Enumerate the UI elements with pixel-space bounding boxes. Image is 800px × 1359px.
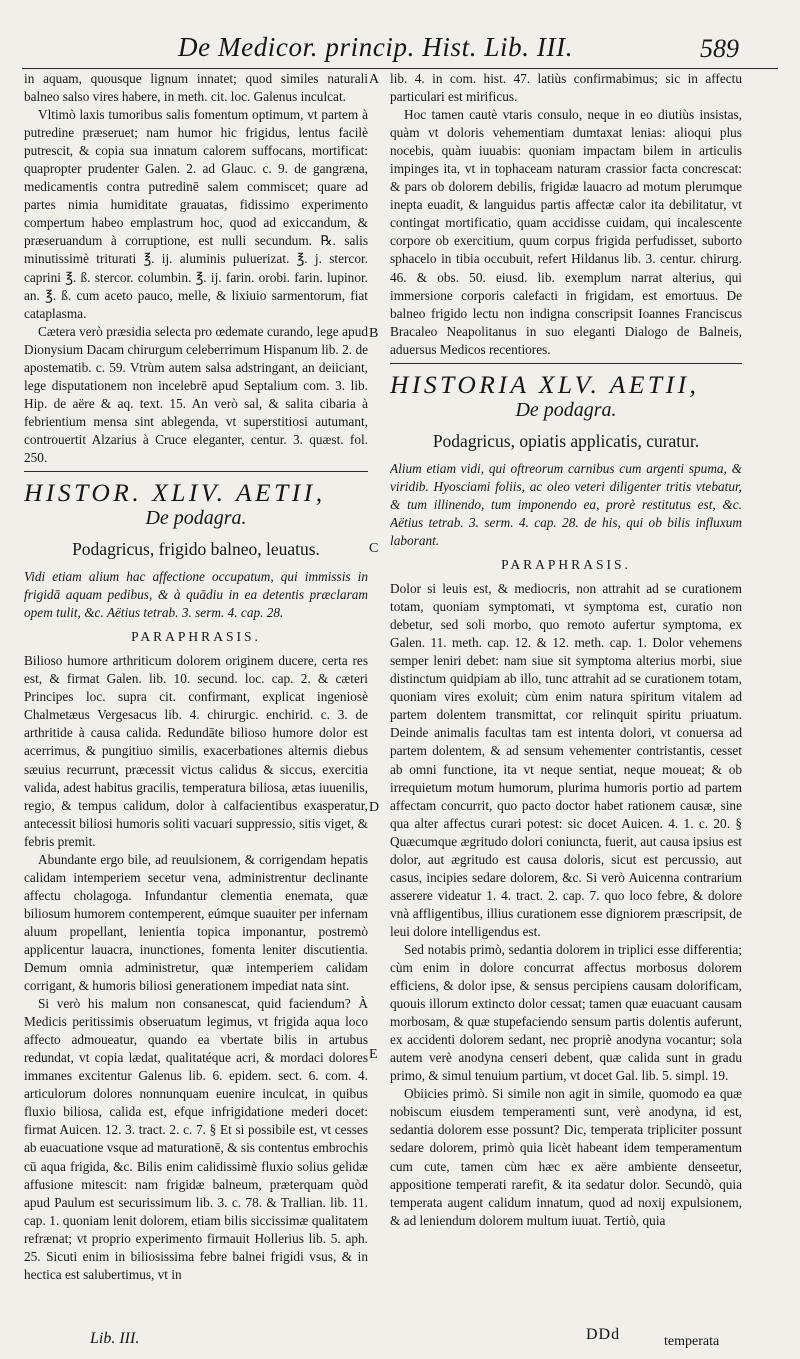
paraphrasis-paragraph: Dolor si leuis est, & mediocris, non attrahit ad se curationem totam, quoniam symptomati, vt symptoma est, curatio non debetur, sed soli morbo, quo remoto aufertur symptoma, ex Galen. 11. meth. cap. 12. & 12. meth. cap. 1. Dolor vehemens semper leniri debet: nam siue sit symptoma alterius morbi, siue distinctum quidpiam ab illo, tunc attrahit ad se curationem totam, quoniam vires exoluit; cùm enim natura spiritum vitalem ad partem dolentem transmittat, cor relinquit spiritu priuatum. Deinde animalis facultas tam est intenta dolori, vt conuersa ad partem dolentem, & ad sensum vehementer contristantis, cesset ab omni functione, ita vt neque sentiat, neque moueat; & ob irrequietum motum humorum, plurima humoris portio ad partem affectam concurrit, quo pacto doctor habet rationem causæ, sine qua alter affectus curari potest: sic docet Auicen. 4. 1. c. 20. § Quæcumque ægritudo dolori coniuncta, fuerit, aut causa ipsius est dolor, aut ægritudo est causa doloris, sicut est percussio, aut casus, incipies sedare dolorem, &c. Si verò Auicenna contrarium asserere videatur 1. 4. tract. 2. cap. 7. quo loco febre, & dolore vnà affligentibus, illius curationem esse digniorem præscripsit, de leui dolore intelligendus est. — [390, 581, 742, 939]
running-head — [0, 14, 800, 66]
left-column — [24, 70, 368, 1326]
paraphrasis-paragraph: Obiicies primò. Si simile non agit in simile, quomodo ea quæ nobiscum eiusdem temperamenti sunt, verè anodyna, id est, sedantia dolorem esse possunt? Dic, temperata tripliciter possunt sedare dolorem, primò quia licèt habeant idem temperamentum cum cute, tamen cùm hæc ex aëre ambiente denseetur, appositione temperati rarefit, & ita sedatur dolor. Secundò, quia temperata augent calidum innatum, quod ad noxij expulsionem, & ad leniendum dolorem multum iuuat. Tertiò, quia — [390, 1086, 742, 1228]
paraphrasis-paragraph: Sed notabis primò, sedantia dolorem in triplici esse differentia; cùm enim in dolore concurrat affectus morbosus dolorem efficiens, & dolor ipse, & sensus percipiens causam dolorificam, quouis illorum extincto dolor cessat; tamen quæ euacuant causam morbosam, & quæ stupefaciendo sensum partis dolentis auferunt, ex accidenti dolorem sedant, nec propriè anodyna vocantur; sola autem verè anodyna censeri debent, quæ calida sunt in gradu primo, & simul tenuium partium, vt docet Gal. lib. 5. simpl. 19. — [390, 941, 742, 1084]
margin-letter-a: A — [369, 72, 380, 87]
history-summary: Podagricus, frigido balneo, leuatus. — [72, 539, 320, 560]
right-opening-paragraph: Hoc tamen cautè vtaris consulo, neque in eo diutiùs insistas, quàm vt doloris vehementiam dumtaxat lenias: alioqui plus nocebis, quàm iuuabis: quoniam impactam bilem in articulis impinges ita, vt in tophaceam naturam crassior facta concrescat: & pars ob dolorem debilis, frigidæ lauacro ad motum plerumque inepta euadit, & languidus partis affectæ calor ita debilitatur, vt contingat mortificatio, quam accidisse cuidam, qui incalescente corpore ob exercitium, quum corpus frigida perfudisset, suborto sphacelo in tibia occubuit, refert Hildanus lib. 3. centur. chirurg. 46. & obs. 50. eiusd. lib. exemplum narrat alterius, qui immersione corporis calefacti in frigidam, est emortuus. De balneo frigido lectu non indigna conscripsit Ioannes Franciscus Bracaleo Neapolitanus in suo eleganti Dialogo de Balneis, aduersus Medicos recentiores. — [390, 107, 742, 357]
history-title: HISTOR. XLIV. AETII, — [24, 478, 326, 508]
paraphrasis-heading: PARAPHRASIS. — [131, 629, 261, 645]
history-title: HISTORIA XLV. AETII, — [390, 369, 700, 399]
header-rule — [22, 68, 778, 69]
section-rule — [24, 471, 368, 472]
history-quote: Alium etiam vidi, qui oftreorum carnibus cum argenti spuma, & viridib. Hyosciami foliis, ac oleo veteri diligenter tritis vtebatur, & tum illinendo, tum imponendo ea, prorè restitutus est, &c. Aëtius tetrab. 3. serm. 4. cap. 28. de his, qui ob bilis influxum laborant. — [390, 460, 742, 548]
margin-letter-b: B — [369, 326, 379, 341]
right-column — [390, 70, 742, 1326]
footer-book-label: Lib. III. — [90, 1330, 140, 1347]
history-subject: De podagra. — [515, 398, 617, 421]
paraphrasis-paragraph: Si verò his malum non consanescat, quid faciendum? À Medicis peritissimis obseruatum legimus, vt frigida aqua loco affecto admoueatur, quando ea vbertate bilis in artubus redundat, vt copia lædat, qualitatéque acri, & mordaci dolores immanes excitentur Galenus lib. 6. epidem. sect. 6. com. 4. articulorum dolores nonnunquam euenire inculcat, in quibus fluxio biliosa, calida est, efque infrigidatione mederi docet: firmat Auicen. 12. 3. tract. 2. c. 7. § Et si possibile est, vt cesses ab euacuatione vsque ad maturationē, & sis contentus embrochis cū aqua frigida, &c. Bilis enim calidissimè fluxio solius gelidæ affusione mitescit: nam frigidæ balneum, præterquam quòd apud Paulum est securissimum lib. 3. c. 78. & Trallian. lib. 11. cap. 1. quoniam lenit dolorem, etiam bilis siccissimæ qualitatem refrænat; vt proprio experimento firmauit Hollerius lib. 5. aph. 25. Sicuti enim in biliosissima febre balnei frigidi vsus, & in hectica est salubertimus, vt in — [24, 996, 368, 1282]
page-number: 589 — [700, 34, 739, 63]
paraphrasis-paragraph: Bilioso humore arthriticum dolorem originem ducere, certa res est, & firmat Galen. lib. 10. secund. loc. cap. 2. & cæteri Principes loc. supra cit. confirmant, explicat ingeniosè Chalmetæus Vergesacus lib. 4. chirurgic. enchirid. c. 3. de arthritide à causa calida. Redundāte bilioso humore dolor est acerrimus, & pungitiuo similis, exacerbationes alternis diebus sæuius recurrunt, præcessit victus calidus & siccus, exercitia valida, adest habitus gracilis, temperatura biliosa, ætas iuuenilis, regio, & tempus calidum, dolor à calfacientibus exasperatur, antecessit biliosi humoris soliti vacuari suppressio, sitis viget, & febris premit. — [24, 653, 368, 849]
history-subject: De podagra. — [145, 507, 247, 530]
left-opening-paragraph: in aquam, quousque lignum innatet; quod similes naturali balneo salso vires habere, in meth. cit. loc. Galenus inculcat. — [24, 71, 368, 105]
history-quote: Vidi etiam alium hac affectione occupatum, qui immissis in frigidā aquam pedibus, & à quādiu in ea detentis præclaram opem tulit, &c. Aëtius tetrab. 3. serm. 4. cap. 28. — [24, 569, 368, 621]
margin-letter-c: C — [369, 541, 379, 556]
left-opening-paragraph: Cætera verò præsidia selecta pro œdemate curando, lege apud Dionysium Dacam chirurgum celeberrimum Hispanum lib. 2. de apostematib. c. 59. Vtrùm autem salsa adstringant, an deiiciant, lege disputationem non incelebrē apud Septalium com. 3. lib. Hip. de aëre & aq. text. 15. An verò sal, & salita cibaria à febrientium mensa sint ablegenda, vt superstitiosi autumant, controuertit Alzarius à Cruce eleganter, centur. 3. quæst. fol. 250. — [24, 323, 368, 465]
catchword: temperata — [664, 1334, 720, 1349]
paraphrasis-heading: PARAPHRASIS. — [501, 556, 631, 572]
left-opening-paragraph: Vltimò laxis tumoribus salis fomentum optimum, vt partem à putredine præseruet; nam humor hic frigidus, lentus facilè putrescit, & copia sua innatum calorem suffocans, mortificat: quapropter prudenter Galen. 2. ad Glauc. c. 9. de gangræna, medicamentis contra putredinē salem commiscet; quare ad partes nimia humiditate grauatas, fidissimo experimento compertum habeo emplastrum hoc, quod ad exiccandum, & præseruandum à corruptione, est nulli secundum. ℞. salis minutissimè triturati ℥. ij. aluminis puluerizat. ℥. j. stercor. caprini ℥. ß. stercor. columbin. ℥. ij. farin. orobi. farin. lupinor. an. ℥. ß. cum aceto pauco, melle, & lixiuio sarmentorum, fiat cataplasma. — [24, 107, 368, 321]
running-title: De Medicor. princip. Hist. Lib. III. — [178, 32, 574, 62]
paraphrasis-paragraph: Abundante ergo bile, ad reuulsionem, & corrigendam hepatis calidam intemperiem secetur vena, administrentur declinante affectu cholagoga. Infundantur clementia enemata, quæ biliosum humorem contemperent, eúmque suauiter per infernam aluum propellant, lenientia topica imponantur, postremò applicentur lauacra, inunctiones, fomenta leniter discutientia. Demum omnia administretur, quæ intemperiem calidam corrigant, & humoris biliosi generationem impediat nata sint. — [24, 851, 368, 994]
history-summary: Podagricus, opiatis applicatis, curatur. — [432, 430, 700, 451]
signature-mark: DDd — [586, 1326, 621, 1343]
margin-letter-d: D — [369, 800, 380, 815]
right-opening-paragraph: lib. 4. in com. hist. 47. latiùs confirmabimus; sic in affectu particulari est mirificus. — [390, 71, 742, 105]
section-rule — [390, 363, 742, 364]
margin-letter-e: E — [369, 1047, 378, 1062]
